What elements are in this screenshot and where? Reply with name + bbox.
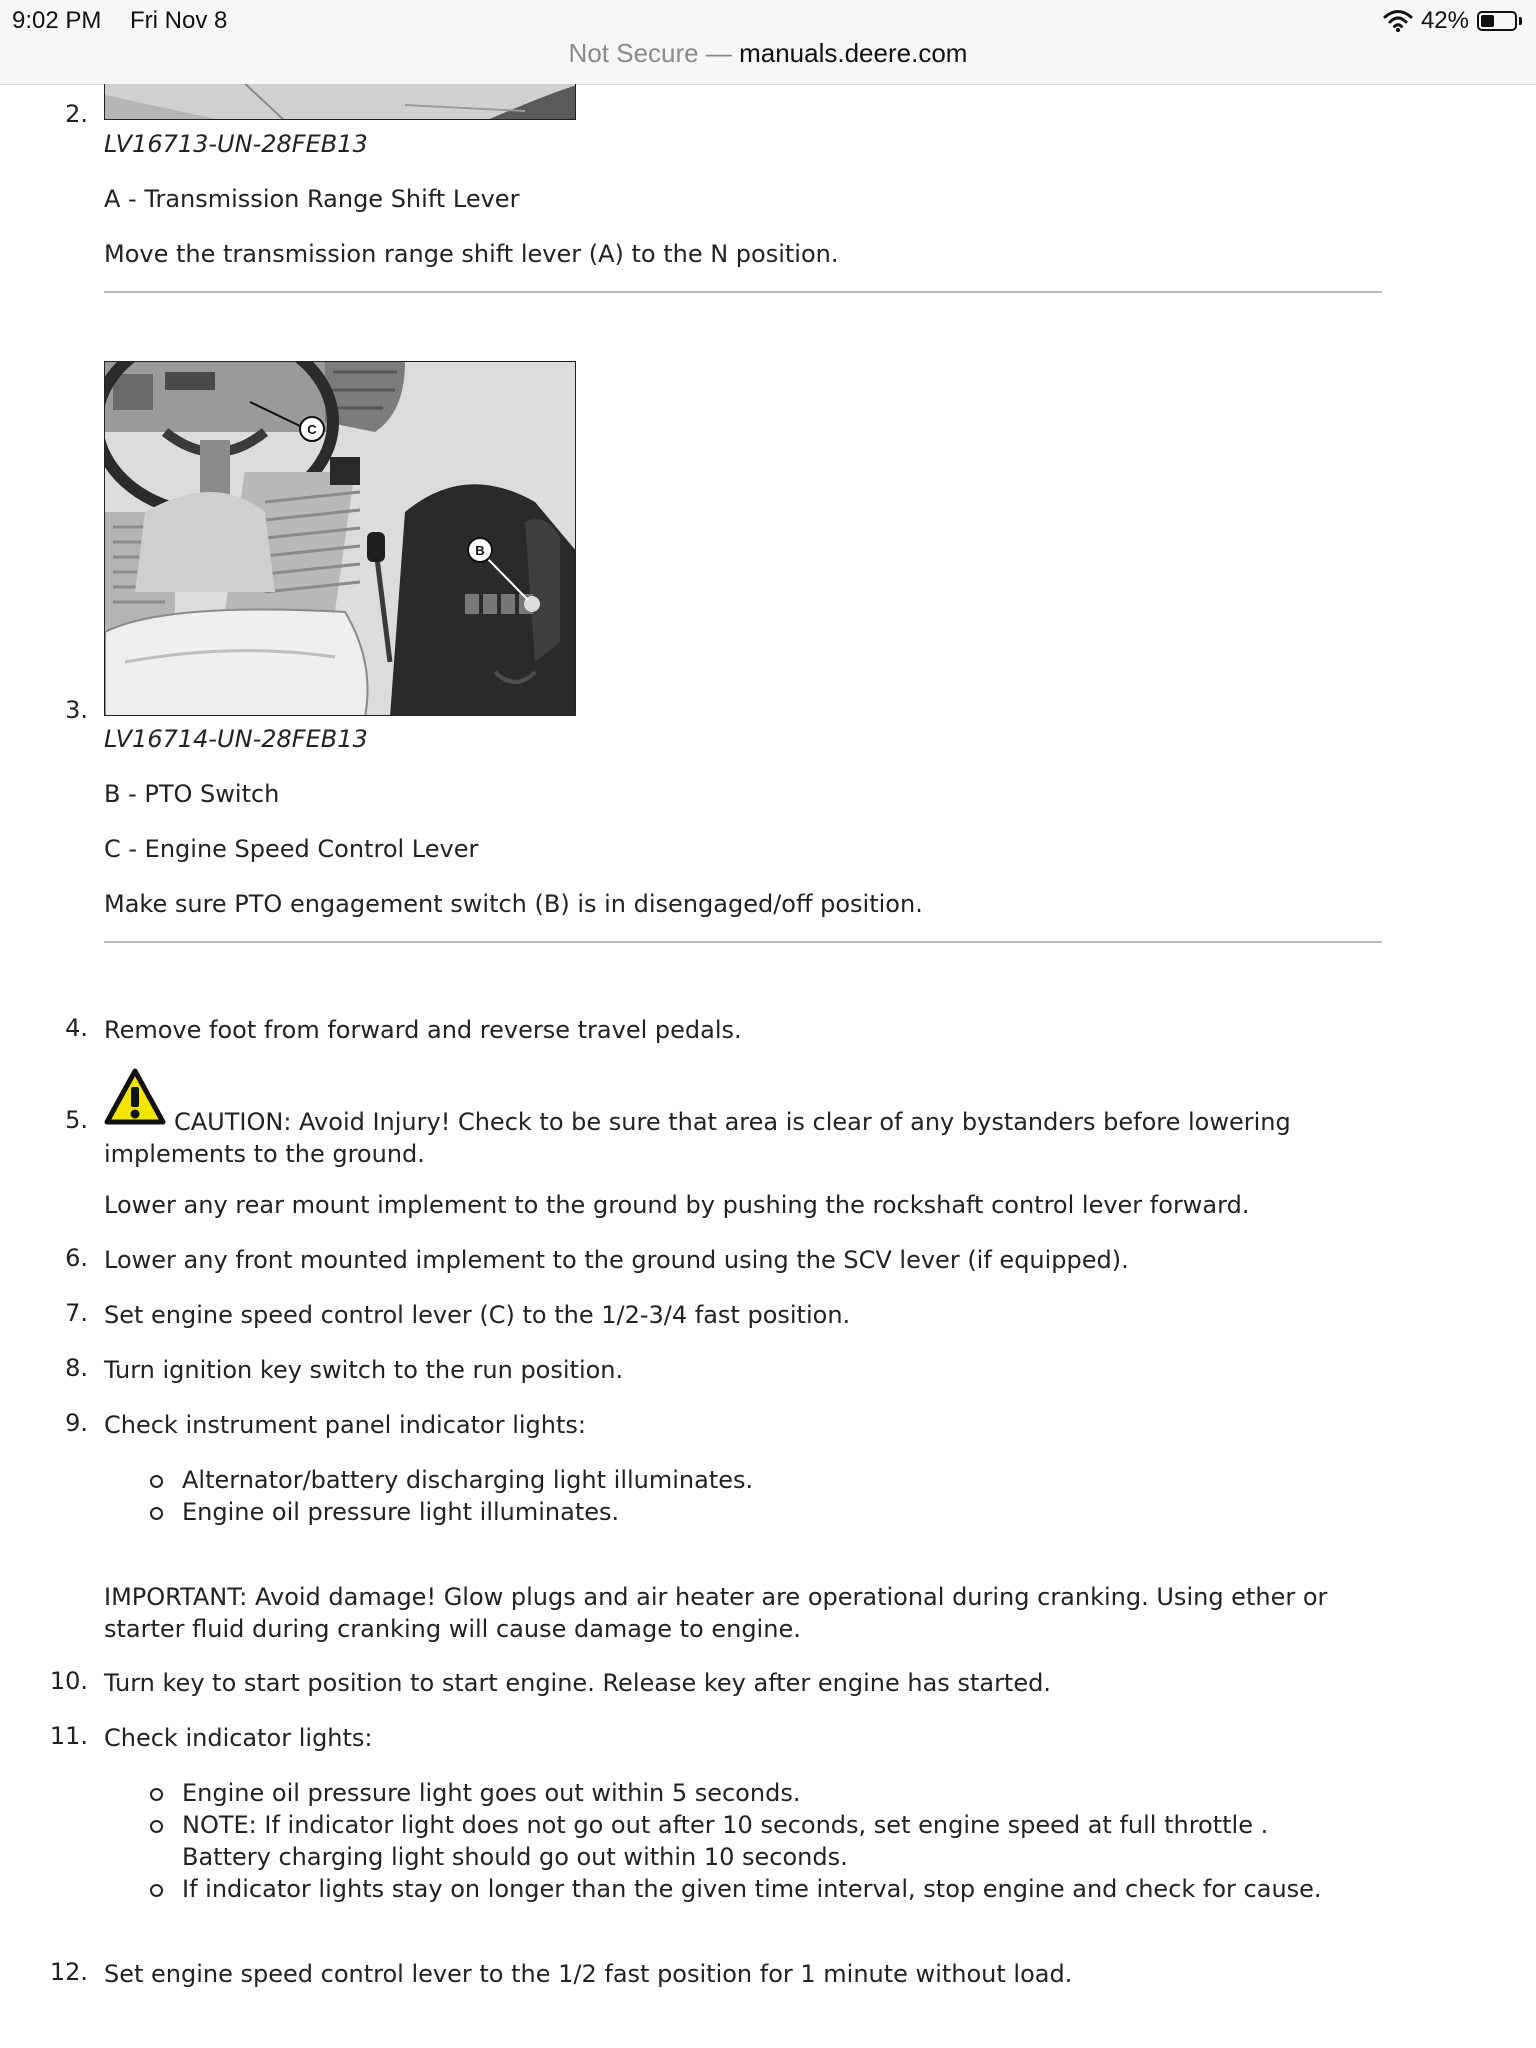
step-5-number: 5. (65, 1106, 88, 1134)
battery-percentage: 42% (1420, 7, 1469, 34)
step-2-text: Move the transmission range shift lever (A) to the N position. (104, 240, 839, 268)
step-8-number: 8. (65, 1354, 88, 1382)
battery-icon (1477, 11, 1517, 31)
step-2-legend-a: A - Transmission Range Shift Lever (104, 185, 520, 213)
step-8-text: Turn ignition key switch to the run position. (104, 1356, 624, 1384)
list-item-text: If indicator lights stay on longer than the given time interval, stop engine and check for cause. (182, 1875, 1322, 1903)
url-domain: manuals.deere.com (739, 38, 968, 68)
list-item-text: NOTE: If indicator light does not go out after 10 seconds, set engine speed at full throttle . Battery charging light should go out within 10 seconds. (182, 1811, 1269, 1871)
list-item-text: Engine oil pressure light illuminates. (182, 1498, 620, 1526)
divider (104, 291, 1382, 293)
step-11-text: Check indicator lights: (104, 1724, 373, 1752)
list-item (150, 1777, 1330, 1809)
browser-status-bar (0, 0, 1536, 85)
step-3-legend-c: C - Engine Speed Control Lever (104, 835, 479, 863)
figure-transmission-lever (104, 84, 576, 120)
step-12-text: Set engine speed control lever to the 1/2 fast position for 1 minute without load. (104, 1960, 1073, 1988)
callout-b: B (475, 543, 485, 558)
callout-c: C (307, 422, 317, 437)
battery-tip-icon (1519, 17, 1522, 25)
clock-date: Fri Nov 8 (130, 7, 228, 34)
step-10-text: Turn key to start position to start engine. Release key after engine has started. (104, 1669, 1051, 1697)
step-9-bullet-list (150, 1464, 1380, 1528)
step-4-text: Remove foot from forward and reverse travel pedals. (104, 1016, 742, 1044)
wifi-icon (1383, 9, 1413, 33)
step-10-number: 10. (49, 1667, 88, 1695)
step-2-number: 2. (65, 100, 88, 128)
list-item (150, 1464, 1380, 1496)
step-5-text: Lower any rear mount implement to the ground by pushing the rockshaft control lever forward. (104, 1191, 1250, 1219)
step-12-number: 12. (49, 1958, 88, 1986)
manual-page (0, 84, 1536, 2048)
step-7-number: 7. (65, 1299, 88, 1327)
clock-time: 9:02 PM (12, 7, 102, 34)
step-2-figure-caption: LV16713-UN-28FEB13 (104, 130, 368, 158)
step-6-number: 6. (65, 1244, 88, 1272)
url-separator: — (705, 38, 732, 68)
list-item-text: Alternator/battery discharging light illuminates. (182, 1466, 754, 1494)
list-item (150, 1496, 1380, 1528)
step-5-caution: CAUTION: Avoid Injury! Check to be sure that area is clear of any bystanders before lowering implements to the ground. (104, 1108, 1291, 1168)
step-4-number: 4. (65, 1014, 88, 1042)
list-item (150, 1873, 1330, 1905)
step-6-text: Lower any front mounted implement to the ground using the SCV lever (if equipped). (104, 1246, 1129, 1274)
step-3-text: Make sure PTO engagement switch (B) is in disengaged/off position. (104, 890, 923, 918)
security-label: Not Secure (568, 38, 699, 68)
step-11-bullet-list (150, 1777, 1330, 1905)
step-9-text: Check instrument panel indicator lights: (104, 1411, 586, 1439)
step-3-legend-b: B - PTO Switch (104, 780, 280, 808)
figure-transmission-lever-image (105, 84, 576, 120)
status-indicators (1383, 6, 1522, 36)
divider (104, 941, 1382, 943)
figure-pto-switch-image (105, 362, 576, 716)
step-9-important-notice: IMPORTANT: Avoid damage! Glow plugs and air heater are operational during cranking. Using ether or starter fluid during cranking will cause damage to engine. (104, 1583, 1328, 1643)
step-3-figure-caption: LV16714-UN-28FEB13 (104, 725, 368, 753)
list-item (150, 1809, 1330, 1873)
list-item-text: Engine oil pressure light goes out within 5 seconds. (182, 1779, 801, 1807)
address-bar[interactable] (0, 38, 1536, 69)
step-7-text: Set engine speed control lever (C) to the 1/2-3/4 fast position. (104, 1301, 851, 1329)
step-3-number: 3. (65, 696, 88, 724)
step-9-number: 9. (65, 1409, 88, 1437)
figure-pto-switch (104, 361, 576, 716)
step-11-number: 11. (49, 1722, 88, 1750)
